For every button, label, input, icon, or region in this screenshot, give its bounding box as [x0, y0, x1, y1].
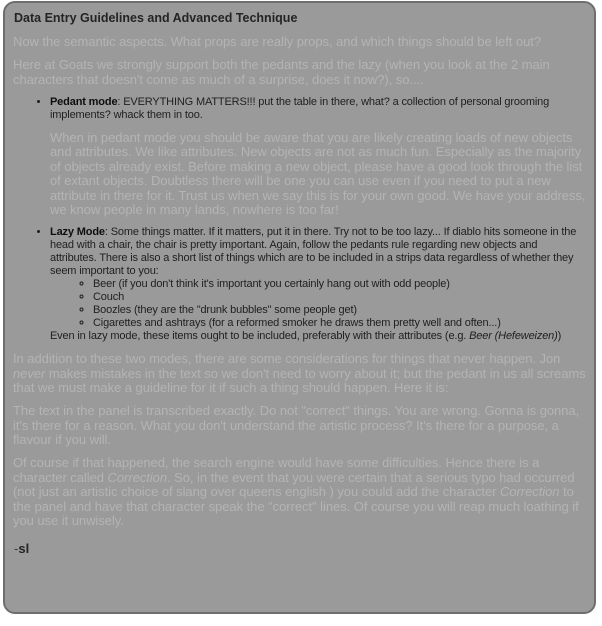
sub-list-item: [93, 304, 586, 317]
text-run: Of course if that happened, the search engine would have some difficulties. Hence there is a character called: [13, 455, 540, 485]
paragraph: [13, 35, 586, 50]
list-item: [50, 226, 586, 343]
text-run: Cigarettes and ashtrays (for a reformed smoker he draws them pretty well and often...): [93, 317, 501, 329]
text-run: Now the semantic aspects. What props are really props, and which things should be left out?: [13, 34, 542, 49]
paragraph: [13, 404, 586, 448]
guidelines-content: [13, 35, 586, 529]
signature: [14, 541, 586, 556]
bullet-list: [13, 96, 586, 343]
paragraph: [13, 352, 586, 396]
text-run: Here at Goats we strongly support both the pedants and the lazy (when you look at the 2 main characters that doesn't come as much of a surprise, does it now?), so....: [13, 57, 550, 87]
sub-list-item: [93, 278, 586, 291]
text-run: In addition to these two modes, there are some considerations for things that never happen. Jon: [13, 351, 561, 366]
text-run: Lazy Mode: [50, 226, 105, 238]
list-item: [50, 96, 586, 218]
text-run: to the panel and have that character speak the "correct" lines. Of course you will reap much loathing if you use it unwisely.: [13, 484, 579, 528]
text-run: When in pedant mode you should be aware that you are likely creating loads of new objects and attributes. We like attributes. New objects are not as much fun. Especially as the majority of objects already exist. Before making a new object, please have a good look through the list of extant objects. Doubtless there will be one you can use even if you need to put a new attribute in there for it. Trust us when we say this is for your own good. We have your address, we know people in many lands, nowhere is too far!: [50, 129, 586, 217]
signature-name: sl: [18, 540, 30, 556]
text-run: : Some things matter. If it matters, put it in there. Try not to be too lazy... If diablo hits someone in the head with a chair, the chair is pretty important. Again, follow the pedants rule regarding new objects and attributes. There is also a short list of things which are to be included in a strips data regardless of whether they seem important to you:: [50, 226, 577, 277]
text-run: Boozles (they are the "drunk bubbles" some people get): [93, 304, 357, 316]
list-item-tail: [50, 330, 586, 343]
text-run: Beer (if you don't think it's important you certainly hang out with odd people): [93, 278, 450, 290]
page-title: Data Entry Guidelines and Advanced Technique: [14, 11, 298, 25]
guidelines-panel: [3, 1, 596, 614]
text-run: : EVERYTHING MATTERS!!! put the table in there, what? a collection of personal grooming implements? whack them in too.: [50, 96, 550, 121]
paragraph: [13, 456, 586, 529]
sub-list-item: [93, 317, 586, 330]
text-run: never: [13, 365, 46, 381]
text-run: The text in the panel is transcribed exactly. Do not "correct" things. You are wrong. Gonna is gonna, it's there for a reason. What you don't understand the artistic process? It's there for a purpose, a flavour if you will.: [13, 403, 580, 447]
text-run: ): [557, 330, 562, 342]
text-run: Couch: [93, 291, 125, 303]
text-run: Pedant mode: [50, 96, 118, 108]
sub-list-item: [93, 291, 586, 304]
text-run: Correction: [107, 469, 167, 485]
list-item-text: [50, 226, 586, 278]
text-run: Correction: [500, 484, 560, 499]
text-run: Beer (Hefeweizen): [469, 330, 558, 342]
text-run: makes mistakes in the text so we don't need to worry about it; but the pedant in us all screams that we must make a guideline for it if such a thing should happen. Here it is:: [13, 365, 586, 395]
paragraph: [13, 58, 586, 87]
text-run: Even in lazy mode, these items ought to be included, preferably with their attributes (e.g.: [50, 330, 470, 342]
list-paragraph: [50, 131, 586, 218]
sub-list: [50, 278, 586, 330]
text-run: . So, in the event that you were certain that a serious typo had occurred (not just an artistic choice of slang over queens english ) you could add the character: [13, 469, 575, 499]
signature-prefix: -: [14, 540, 19, 556]
list-item-text: [50, 96, 586, 122]
